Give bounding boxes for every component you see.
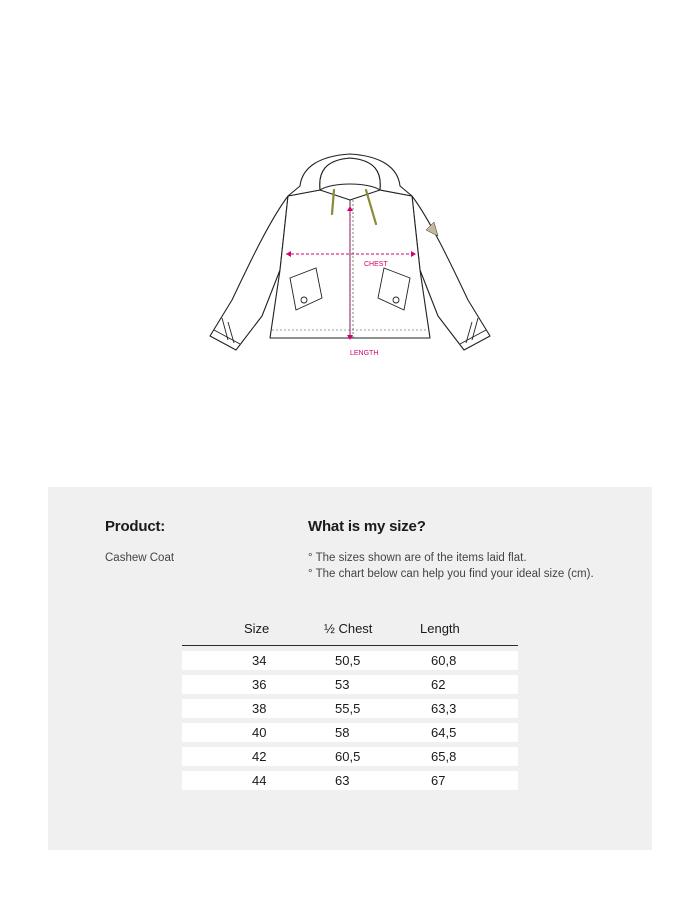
table-row [182,747,518,766]
cell-size: 38 [252,701,267,716]
header-length: Length [420,621,460,636]
table-row [182,723,518,742]
cell-length: 64,5 [431,725,457,740]
cell-size: 36 [252,677,267,692]
table-row [182,651,518,670]
table-row [182,771,518,790]
cell-half-chest: 50,5 [335,653,361,668]
cell-half-chest: 53 [335,677,350,692]
header-half-chest: ½ Chest [324,621,373,636]
cell-length: 60,8 [431,653,457,668]
jacket-technical-drawing [0,0,700,420]
size-note-2: ° The chart below can help you find your ideal size (cm). [308,568,594,580]
table-row [182,675,518,694]
cell-size: 40 [252,725,267,740]
cell-half-chest: 55,5 [335,701,361,716]
product-name: Cashew Coat [105,552,175,564]
size-table [182,617,518,790]
cell-size: 42 [252,749,267,764]
size-guide-panel [48,487,652,850]
cell-length: 63,3 [431,701,457,716]
cell-size: 44 [252,773,267,788]
product-heading: Product: [105,518,166,535]
cell-half-chest: 63 [335,773,350,788]
cell-length: 65,8 [431,749,457,764]
header-size: Size [244,621,270,636]
length-label: LENGTH [350,350,379,357]
cell-length: 67 [431,773,446,788]
cell-half-chest: 58 [335,725,350,740]
chest-label: CHEST [364,261,388,268]
size-heading: What is my size? [308,518,426,535]
cell-length: 62 [431,677,446,692]
size-note-1: ° The sizes shown are of the items laid flat. [308,552,527,564]
cell-size: 34 [252,653,267,668]
table-header [182,617,518,646]
table-row [182,699,518,718]
cell-half-chest: 60,5 [335,749,361,764]
